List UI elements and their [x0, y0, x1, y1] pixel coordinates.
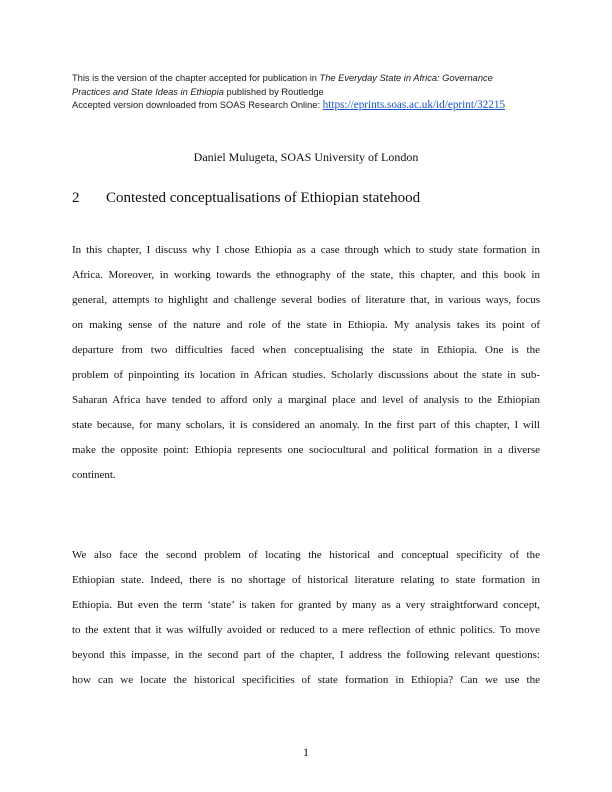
paragraph-line: beyond this impasse, in the second part of the chapter, I address the following relevant questions:	[72, 649, 540, 661]
paragraph-line: We also face the second problem of locating the historical and conceptual specificity of the	[72, 549, 540, 561]
eprint-link[interactable]: https://eprints.soas.ac.uk/id/eprint/32215	[322, 99, 506, 112]
page-number: 1	[303, 745, 309, 759]
paragraph-line: In this chapter, I discuss why I chose Ethiopia as a case through which to study state formation in	[72, 244, 540, 256]
book-title: The Everyday State in Africa: Governance	[319, 73, 493, 83]
paragraph-line: general, attempts to highlight and challenge several bodies of literature that, in various ways, focus	[72, 294, 540, 306]
publication-note	[72, 72, 552, 113]
paragraph-2	[72, 543, 540, 693]
publication-note-line-1	[72, 72, 552, 86]
publication-note-line-2	[72, 86, 552, 100]
paragraph-line: continent.	[72, 469, 116, 481]
paragraph-line: problem of pinpointing its location in African studies. Scholarly discussions about the state in sub-	[72, 369, 540, 381]
paragraph-1	[72, 238, 540, 488]
paragraph-line: state because, for many scholars, it is considered an anomaly. In the first part of this chapter, I will	[72, 419, 540, 431]
paragraph-line: to the extent that it was wilfully avoided or reduced to a mere reflection of ethnic politics. To move	[72, 624, 540, 636]
paragraph-line: on making sense of the nature and role of the state in Ethiopia. My analysis takes its point of	[72, 319, 540, 331]
chapter-number: 2	[72, 190, 80, 206]
paragraph-line: Ethiopia. But even the term ‘state’ is taken for granted by many as a very straightforward concept,	[72, 599, 540, 611]
publication-note-line-3	[72, 99, 552, 113]
paragraph-line: how can we locate the historical specificities of state formation in Ethiopia? Can we use the	[72, 674, 540, 686]
book-title-continued: Practices and State Ideas in Ethiopia	[72, 86, 224, 97]
note-text: This is the version of the chapter accepted for publication in	[72, 73, 320, 83]
paragraph-line: Ethiopian state. Indeed, there is no shortage of historical literature relating to state formation in	[72, 574, 540, 586]
paragraph-line: make the opposite point: Ethiopia represents one sociocultural and political formation in a diverse	[72, 444, 540, 456]
paragraph-line: Saharan Africa have tended to afford only a marginal place and level of analysis to the Ethiopian	[72, 394, 540, 406]
paragraph-line: departure from two difficulties faced when conceptualising the state in Ethiopia. One is the	[72, 344, 540, 356]
author-affiliation: Daniel Mulugeta, SOAS University of London	[193, 150, 419, 164]
chapter-title: Contested conceptualisations of Ethiopian statehood	[106, 190, 421, 206]
publisher-text: published by Routledge	[223, 86, 324, 97]
paragraph-line: Africa. Moreover, in working towards the ethnography of the state, this chapter, and this book in	[72, 269, 540, 281]
chapter-heading	[72, 190, 420, 207]
download-text: Accepted version downloaded from SOAS Research Online:	[72, 100, 323, 111]
